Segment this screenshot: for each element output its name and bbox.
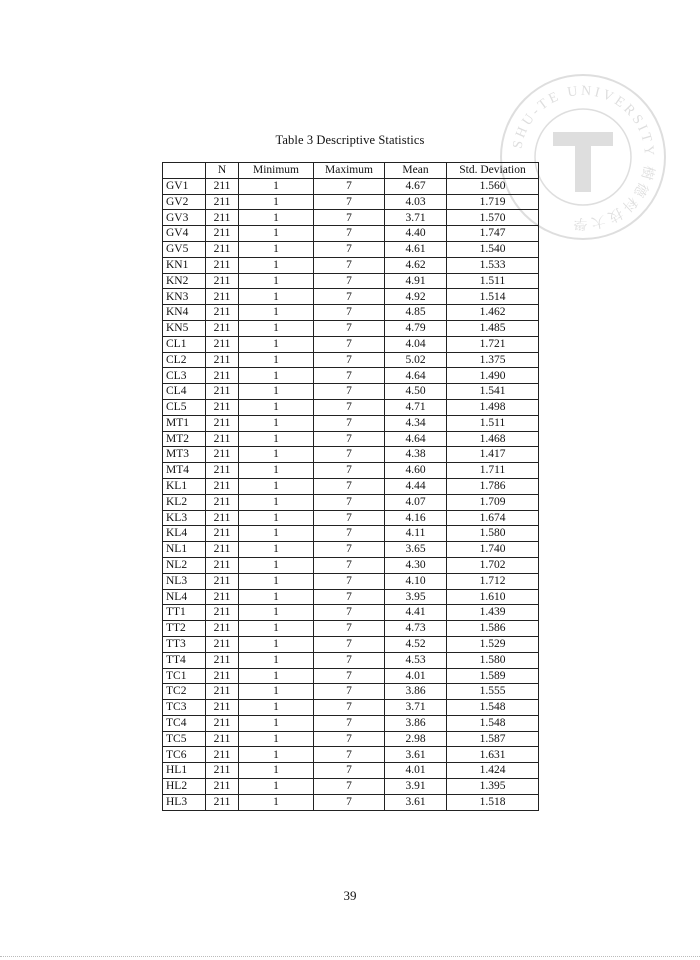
cell-maximum: 7 <box>314 636 385 652</box>
cell-n: 211 <box>206 700 239 716</box>
cell-variable: MT1 <box>163 415 206 431</box>
cell-n: 211 <box>206 621 239 637</box>
cell-maximum: 7 <box>314 763 385 779</box>
cell-minimum: 1 <box>239 336 314 352</box>
table-row <box>163 684 539 700</box>
table-body <box>163 178 539 810</box>
cell-n: 211 <box>206 178 239 194</box>
cell-n: 211 <box>206 194 239 210</box>
cell-variable: TT2 <box>163 621 206 637</box>
cell-mean: 3.95 <box>385 589 447 605</box>
cell-maximum: 7 <box>314 621 385 637</box>
cell-minimum: 1 <box>239 415 314 431</box>
table-row <box>163 763 539 779</box>
cell-variable: TT1 <box>163 605 206 621</box>
cell-std-deviation: 1.541 <box>447 384 539 400</box>
cell-variable: TC5 <box>163 731 206 747</box>
table-row <box>163 336 539 352</box>
cell-mean: 4.92 <box>385 289 447 305</box>
cell-std-deviation: 1.580 <box>447 652 539 668</box>
cell-std-deviation: 1.533 <box>447 257 539 273</box>
cell-minimum: 1 <box>239 194 314 210</box>
header-maximum: Maximum <box>314 163 385 179</box>
table-row <box>163 226 539 242</box>
cell-variable: TC6 <box>163 747 206 763</box>
cell-maximum: 7 <box>314 779 385 795</box>
table-row <box>163 289 539 305</box>
cell-variable: TC1 <box>163 668 206 684</box>
cell-mean: 3.65 <box>385 542 447 558</box>
cell-minimum: 1 <box>239 478 314 494</box>
cell-std-deviation: 1.548 <box>447 715 539 731</box>
cell-n: 211 <box>206 510 239 526</box>
cell-n: 211 <box>206 542 239 558</box>
cell-maximum: 7 <box>314 794 385 810</box>
cell-n: 211 <box>206 779 239 795</box>
cell-mean: 4.01 <box>385 668 447 684</box>
cell-n: 211 <box>206 526 239 542</box>
cell-minimum: 1 <box>239 636 314 652</box>
cell-std-deviation: 1.529 <box>447 636 539 652</box>
cell-minimum: 1 <box>239 431 314 447</box>
cell-minimum: 1 <box>239 779 314 795</box>
cell-n: 211 <box>206 320 239 336</box>
cell-std-deviation: 1.439 <box>447 605 539 621</box>
cell-maximum: 7 <box>314 415 385 431</box>
header-n: N <box>206 163 239 179</box>
cell-mean: 3.61 <box>385 747 447 763</box>
table-row <box>163 715 539 731</box>
cell-maximum: 7 <box>314 226 385 242</box>
cell-minimum: 1 <box>239 368 314 384</box>
cell-maximum: 7 <box>314 289 385 305</box>
cell-minimum: 1 <box>239 763 314 779</box>
cell-variable: GV1 <box>163 178 206 194</box>
cell-variable: KN4 <box>163 305 206 321</box>
cell-minimum: 1 <box>239 510 314 526</box>
cell-mean: 4.53 <box>385 652 447 668</box>
cell-mean: 4.91 <box>385 273 447 289</box>
cell-mean: 4.64 <box>385 431 447 447</box>
cell-variable: KN3 <box>163 289 206 305</box>
cell-variable: KL1 <box>163 478 206 494</box>
cell-minimum: 1 <box>239 289 314 305</box>
cell-variable: CL1 <box>163 336 206 352</box>
cell-variable: TC2 <box>163 684 206 700</box>
cell-std-deviation: 1.490 <box>447 368 539 384</box>
cell-mean: 4.16 <box>385 510 447 526</box>
cell-maximum: 7 <box>314 210 385 226</box>
cell-minimum: 1 <box>239 557 314 573</box>
header-variable <box>163 163 206 179</box>
cell-variable: CL3 <box>163 368 206 384</box>
cell-variable: CL2 <box>163 352 206 368</box>
cell-n: 211 <box>206 305 239 321</box>
cell-maximum: 7 <box>314 368 385 384</box>
table-row <box>163 589 539 605</box>
cell-variable: NL1 <box>163 542 206 558</box>
table-row <box>163 747 539 763</box>
cell-maximum: 7 <box>314 336 385 352</box>
table-row <box>163 352 539 368</box>
cell-maximum: 7 <box>314 668 385 684</box>
cell-n: 211 <box>206 352 239 368</box>
cell-minimum: 1 <box>239 320 314 336</box>
table-row <box>163 731 539 747</box>
cell-mean: 4.11 <box>385 526 447 542</box>
cell-std-deviation: 1.462 <box>447 305 539 321</box>
cell-n: 211 <box>206 384 239 400</box>
cell-std-deviation: 1.511 <box>447 415 539 431</box>
cell-maximum: 7 <box>314 273 385 289</box>
cell-std-deviation: 1.580 <box>447 526 539 542</box>
cell-maximum: 7 <box>314 510 385 526</box>
cell-mean: 4.85 <box>385 305 447 321</box>
cell-n: 211 <box>206 652 239 668</box>
cell-std-deviation: 1.589 <box>447 668 539 684</box>
cell-mean: 5.02 <box>385 352 447 368</box>
cell-mean: 3.71 <box>385 700 447 716</box>
cell-n: 211 <box>206 573 239 589</box>
cell-mean: 4.38 <box>385 447 447 463</box>
cell-std-deviation: 1.518 <box>447 794 539 810</box>
cell-std-deviation: 1.786 <box>447 478 539 494</box>
cell-variable: NL2 <box>163 557 206 573</box>
cell-maximum: 7 <box>314 526 385 542</box>
table-row <box>163 305 539 321</box>
cell-std-deviation: 1.560 <box>447 178 539 194</box>
cell-mean: 4.10 <box>385 573 447 589</box>
cell-minimum: 1 <box>239 684 314 700</box>
cell-std-deviation: 1.555 <box>447 684 539 700</box>
cell-mean: 3.71 <box>385 210 447 226</box>
table-row <box>163 700 539 716</box>
cell-minimum: 1 <box>239 305 314 321</box>
cell-n: 211 <box>206 336 239 352</box>
cell-maximum: 7 <box>314 542 385 558</box>
table-row <box>163 257 539 273</box>
cell-n: 211 <box>206 431 239 447</box>
cell-std-deviation: 1.711 <box>447 463 539 479</box>
descriptive-statistics-table <box>162 162 539 811</box>
cell-std-deviation: 1.719 <box>447 194 539 210</box>
table-row <box>163 194 539 210</box>
cell-minimum: 1 <box>239 621 314 637</box>
cell-mean: 4.03 <box>385 194 447 210</box>
cell-minimum: 1 <box>239 652 314 668</box>
header-std-deviation: Std. Deviation <box>447 163 539 179</box>
cell-mean: 4.41 <box>385 605 447 621</box>
page-number: 39 <box>343 888 357 903</box>
table-header-row <box>163 163 539 179</box>
cell-variable: NL3 <box>163 573 206 589</box>
cell-n: 211 <box>206 763 239 779</box>
cell-mean: 2.98 <box>385 731 447 747</box>
table-row <box>163 542 539 558</box>
cell-std-deviation: 1.514 <box>447 289 539 305</box>
table-row <box>163 178 539 194</box>
cell-mean: 4.40 <box>385 226 447 242</box>
cell-maximum: 7 <box>314 384 385 400</box>
cell-minimum: 1 <box>239 178 314 194</box>
cell-variable: TC4 <box>163 715 206 731</box>
cell-minimum: 1 <box>239 241 314 257</box>
cell-variable: KL4 <box>163 526 206 542</box>
cell-std-deviation: 1.747 <box>447 226 539 242</box>
cell-maximum: 7 <box>314 320 385 336</box>
cell-variable: GV4 <box>163 226 206 242</box>
table-row <box>163 668 539 684</box>
cell-variable: KN2 <box>163 273 206 289</box>
table-row <box>163 494 539 510</box>
table-row <box>163 605 539 621</box>
cell-mean: 4.44 <box>385 478 447 494</box>
cell-minimum: 1 <box>239 463 314 479</box>
table-row <box>163 368 539 384</box>
cell-maximum: 7 <box>314 715 385 731</box>
table-row <box>163 510 539 526</box>
cell-std-deviation: 1.511 <box>447 273 539 289</box>
cell-minimum: 1 <box>239 352 314 368</box>
header-mean: Mean <box>385 163 447 179</box>
cell-mean: 4.60 <box>385 463 447 479</box>
cell-minimum: 1 <box>239 589 314 605</box>
cell-n: 211 <box>206 273 239 289</box>
cell-minimum: 1 <box>239 210 314 226</box>
cell-maximum: 7 <box>314 605 385 621</box>
cell-minimum: 1 <box>239 542 314 558</box>
cell-n: 211 <box>206 557 239 573</box>
table-row <box>163 384 539 400</box>
table-row <box>163 636 539 652</box>
cell-variable: KN1 <box>163 257 206 273</box>
cell-minimum: 1 <box>239 447 314 463</box>
cell-maximum: 7 <box>314 684 385 700</box>
cell-variable: HL1 <box>163 763 206 779</box>
cell-mean: 4.50 <box>385 384 447 400</box>
cell-variable: CL5 <box>163 399 206 415</box>
cell-minimum: 1 <box>239 573 314 589</box>
cell-variable: GV3 <box>163 210 206 226</box>
cell-minimum: 1 <box>239 668 314 684</box>
cell-variable: TT4 <box>163 652 206 668</box>
cell-mean: 3.61 <box>385 794 447 810</box>
cell-maximum: 7 <box>314 747 385 763</box>
table-row <box>163 241 539 257</box>
cell-mean: 4.73 <box>385 621 447 637</box>
cell-maximum: 7 <box>314 178 385 194</box>
cell-mean: 4.30 <box>385 557 447 573</box>
cell-std-deviation: 1.375 <box>447 352 539 368</box>
cell-std-deviation: 1.712 <box>447 573 539 589</box>
cell-mean: 4.67 <box>385 178 447 194</box>
cell-variable: MT3 <box>163 447 206 463</box>
cell-minimum: 1 <box>239 794 314 810</box>
cell-std-deviation: 1.587 <box>447 731 539 747</box>
cell-std-deviation: 1.740 <box>447 542 539 558</box>
table-row <box>163 794 539 810</box>
cell-mean: 4.61 <box>385 241 447 257</box>
table-row <box>163 573 539 589</box>
cell-mean: 4.52 <box>385 636 447 652</box>
cell-std-deviation: 1.424 <box>447 763 539 779</box>
cell-maximum: 7 <box>314 494 385 510</box>
cell-std-deviation: 1.570 <box>447 210 539 226</box>
cell-n: 211 <box>206 494 239 510</box>
cell-maximum: 7 <box>314 573 385 589</box>
cell-mean: 3.86 <box>385 715 447 731</box>
cell-std-deviation: 1.702 <box>447 557 539 573</box>
cell-maximum: 7 <box>314 257 385 273</box>
cell-std-deviation: 1.631 <box>447 747 539 763</box>
cell-variable: KN5 <box>163 320 206 336</box>
cell-std-deviation: 1.395 <box>447 779 539 795</box>
cell-minimum: 1 <box>239 257 314 273</box>
cell-n: 211 <box>206 463 239 479</box>
cell-minimum: 1 <box>239 273 314 289</box>
cell-variable: TT3 <box>163 636 206 652</box>
cell-maximum: 7 <box>314 557 385 573</box>
cell-n: 211 <box>206 731 239 747</box>
cell-variable: NL4 <box>163 589 206 605</box>
cell-mean: 3.86 <box>385 684 447 700</box>
cell-variable: CL4 <box>163 384 206 400</box>
cell-maximum: 7 <box>314 447 385 463</box>
table-row <box>163 557 539 573</box>
table-row <box>163 779 539 795</box>
table-row <box>163 463 539 479</box>
cell-mean: 4.79 <box>385 320 447 336</box>
cell-variable: MT2 <box>163 431 206 447</box>
cell-maximum: 7 <box>314 241 385 257</box>
cell-minimum: 1 <box>239 700 314 716</box>
table-row <box>163 526 539 542</box>
cell-n: 211 <box>206 368 239 384</box>
table-row <box>163 478 539 494</box>
cell-maximum: 7 <box>314 731 385 747</box>
cell-maximum: 7 <box>314 589 385 605</box>
cell-minimum: 1 <box>239 715 314 731</box>
cell-variable: GV5 <box>163 241 206 257</box>
table-caption: Table 3 Descriptive Statistics <box>275 133 425 147</box>
cell-minimum: 1 <box>239 731 314 747</box>
cell-n: 211 <box>206 415 239 431</box>
cell-mean: 4.04 <box>385 336 447 352</box>
cell-n: 211 <box>206 289 239 305</box>
table-row <box>163 431 539 447</box>
cell-minimum: 1 <box>239 747 314 763</box>
cell-std-deviation: 1.709 <box>447 494 539 510</box>
cell-mean: 4.71 <box>385 399 447 415</box>
cell-n: 211 <box>206 447 239 463</box>
cell-std-deviation: 1.548 <box>447 700 539 716</box>
cell-minimum: 1 <box>239 384 314 400</box>
cell-minimum: 1 <box>239 226 314 242</box>
cell-variable: KL3 <box>163 510 206 526</box>
cell-n: 211 <box>206 241 239 257</box>
cell-maximum: 7 <box>314 305 385 321</box>
cell-maximum: 7 <box>314 463 385 479</box>
table-row <box>163 447 539 463</box>
cell-minimum: 1 <box>239 399 314 415</box>
cell-mean: 4.34 <box>385 415 447 431</box>
cell-n: 211 <box>206 684 239 700</box>
cell-n: 211 <box>206 715 239 731</box>
cell-mean: 4.07 <box>385 494 447 510</box>
cell-variable: KL2 <box>163 494 206 510</box>
cell-maximum: 7 <box>314 478 385 494</box>
cell-std-deviation: 1.610 <box>447 589 539 605</box>
cell-mean: 4.01 <box>385 763 447 779</box>
cell-minimum: 1 <box>239 605 314 621</box>
table-row <box>163 652 539 668</box>
cell-minimum: 1 <box>239 494 314 510</box>
cell-std-deviation: 1.417 <box>447 447 539 463</box>
cell-n: 211 <box>206 210 239 226</box>
svg-text:SHU-TE UNIVERSITY 樹德科技大學: SHU-TE UNIVERSITY 樹德科技大學 <box>510 83 657 231</box>
cell-maximum: 7 <box>314 352 385 368</box>
cell-std-deviation: 1.674 <box>447 510 539 526</box>
cell-n: 211 <box>206 668 239 684</box>
cell-variable: TC3 <box>163 700 206 716</box>
cell-n: 211 <box>206 589 239 605</box>
cell-variable: MT4 <box>163 463 206 479</box>
cell-n: 211 <box>206 747 239 763</box>
cell-n: 211 <box>206 399 239 415</box>
cell-std-deviation: 1.485 <box>447 320 539 336</box>
page-bottom-rule <box>0 956 700 957</box>
cell-mean: 3.91 <box>385 779 447 795</box>
cell-minimum: 1 <box>239 526 314 542</box>
table-row <box>163 320 539 336</box>
table-row <box>163 210 539 226</box>
cell-n: 211 <box>206 794 239 810</box>
table-row <box>163 273 539 289</box>
header-minimum: Minimum <box>239 163 314 179</box>
cell-variable: HL2 <box>163 779 206 795</box>
cell-mean: 4.64 <box>385 368 447 384</box>
cell-variable: GV2 <box>163 194 206 210</box>
cell-std-deviation: 1.540 <box>447 241 539 257</box>
cell-maximum: 7 <box>314 431 385 447</box>
cell-maximum: 7 <box>314 194 385 210</box>
cell-n: 211 <box>206 605 239 621</box>
cell-n: 211 <box>206 636 239 652</box>
cell-mean: 4.62 <box>385 257 447 273</box>
cell-maximum: 7 <box>314 652 385 668</box>
cell-n: 211 <box>206 226 239 242</box>
cell-std-deviation: 1.468 <box>447 431 539 447</box>
table-row <box>163 399 539 415</box>
cell-n: 211 <box>206 478 239 494</box>
table-row <box>163 621 539 637</box>
cell-std-deviation: 1.586 <box>447 621 539 637</box>
cell-maximum: 7 <box>314 399 385 415</box>
cell-variable: HL3 <box>163 794 206 810</box>
cell-n: 211 <box>206 257 239 273</box>
cell-maximum: 7 <box>314 700 385 716</box>
cell-std-deviation: 1.498 <box>447 399 539 415</box>
table-row <box>163 415 539 431</box>
cell-std-deviation: 1.721 <box>447 336 539 352</box>
